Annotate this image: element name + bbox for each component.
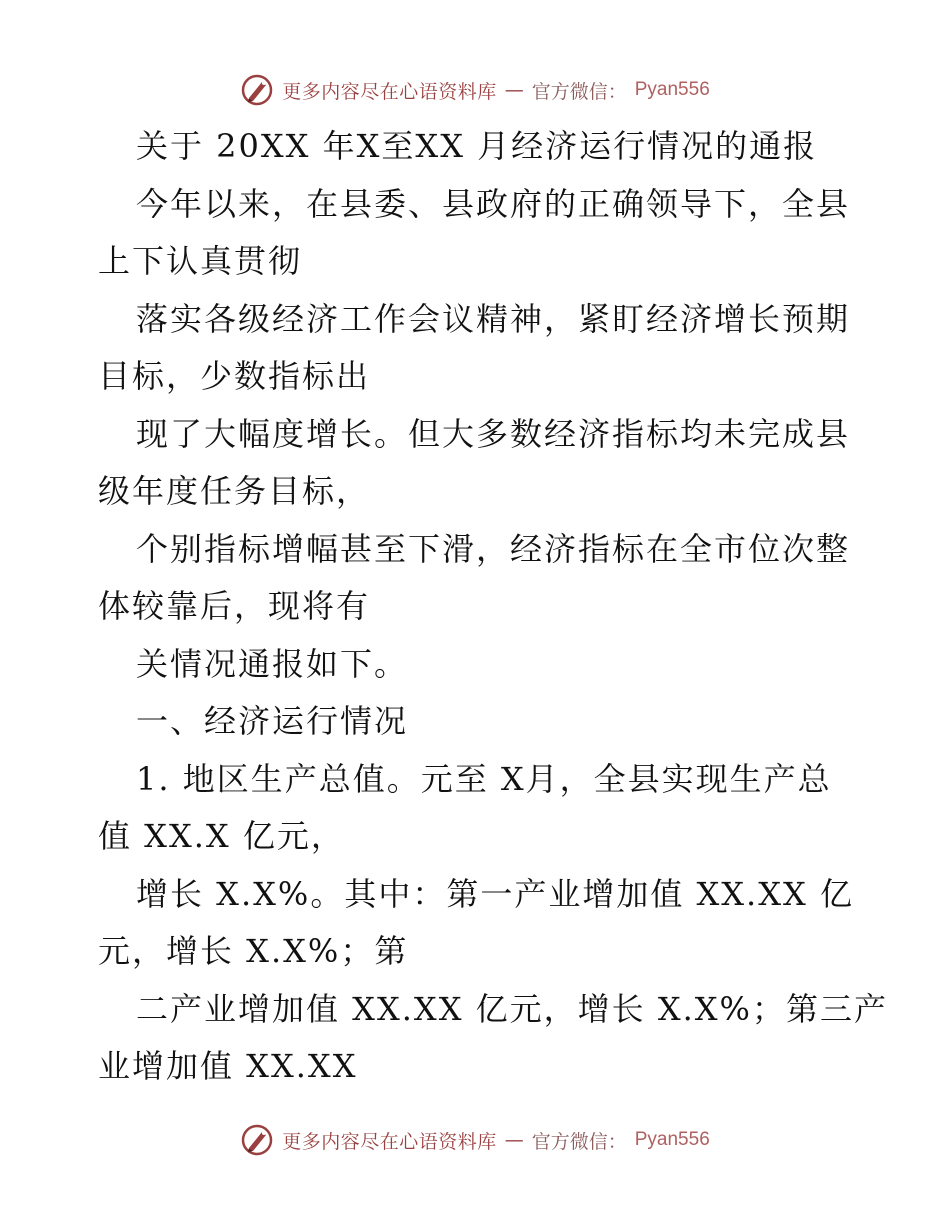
banner-separator: — [504,1129,524,1151]
document-line: 1. 地区生产总值。元至 X月，全县实现生产总 [136,759,832,798]
document-line: 上下认真贯彻 [98,242,303,280]
banner-wechat-label: 官方微信： [531,1130,627,1153]
document-line: 关于 20XX 年X至XX 月经济运行情况的通报 [136,127,818,165]
document-line: 一、经济运行情况 [136,702,409,740]
document-line: 个别指标增幅甚至下滑，经济指标在全市位次整 [136,529,851,568]
document-line: 增长 X.X%。其中：第一产业增加值 XX.XX 亿 [136,874,854,913]
banner-wechat-id: Pyan556 [634,1129,710,1150]
document-body [98,118,888,1096]
document-line: 元，增长 X.X%；第 [98,932,409,970]
banner-site-text: 更多内容尽在心语资料库 [282,1130,497,1153]
document-line: 业增加值 XX.XX [98,1047,358,1085]
document-line: 二产业增加值 XX.XX 亿元，增长 X.X%；第三产 [136,989,888,1028]
pen-circle-logo-icon [240,1123,274,1157]
document-line: 关情况通报如下。 [136,644,409,683]
banner-wechat-label: 官方微信： [531,80,627,103]
document-line: 目标，少数指标出 [98,357,371,395]
document-line: 值 XX.X 亿元， [98,817,345,855]
document-line: 级年度任务目标， [98,472,371,510]
header-banner [0,70,950,110]
document-line: 现了大幅度增长。但大多数经济指标均未完成县 [136,414,851,453]
pen-circle-logo-icon [240,73,274,107]
banner-separator: — [504,79,524,101]
document-line: 落实各级经济工作会议精神，紧盯经济增长预期 [136,299,851,338]
document-line: 今年以来，在县委、县政府的正确领导下，全县 [136,184,851,223]
banner-wechat-id: Pyan556 [634,79,710,100]
document-line: 体较靠后，现将有 [98,587,371,625]
footer-banner [0,1120,950,1160]
banner-site-text: 更多内容尽在心语资料库 [282,80,497,103]
